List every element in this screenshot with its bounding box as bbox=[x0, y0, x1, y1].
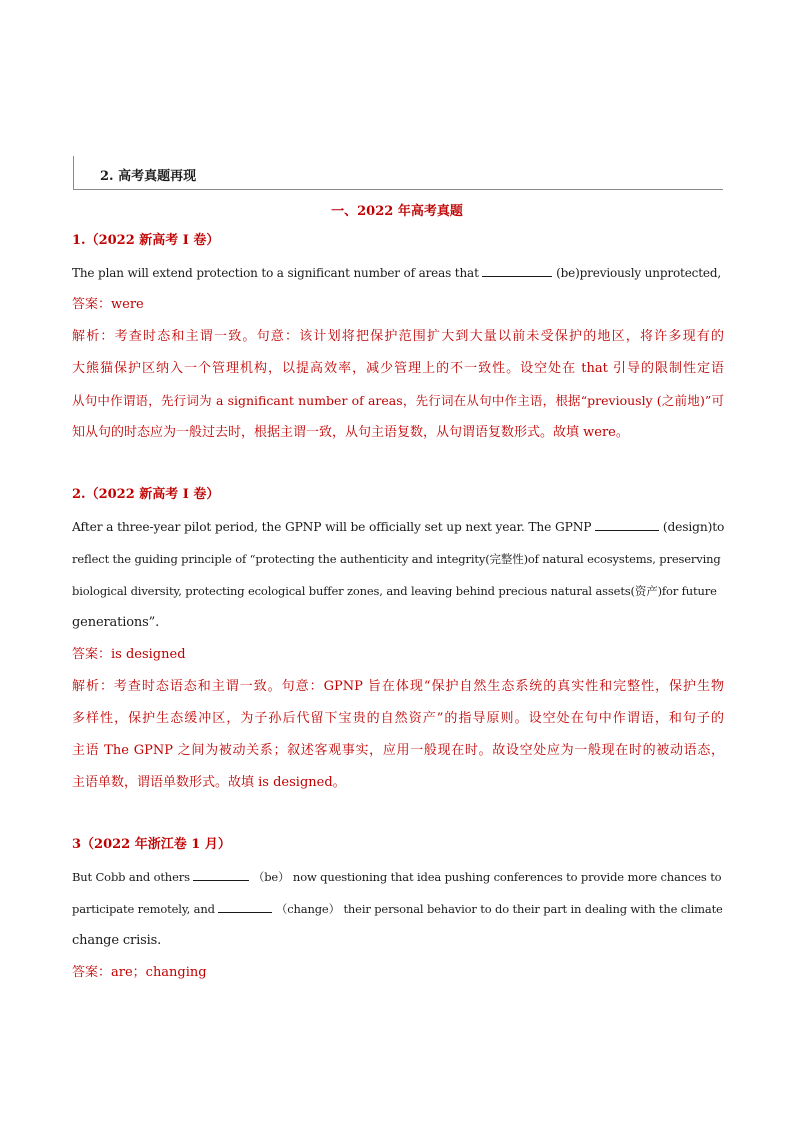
question-1-blank bbox=[482, 264, 552, 277]
question-3-text-line-1 bbox=[72, 868, 724, 886]
question-2-title: 2.（2022 新高考 I 卷） bbox=[72, 487, 220, 502]
question-3-text-before-blank-2: participate remotely, and bbox=[72, 902, 215, 916]
question-2-text-before-blank: After a three-year pilot period, the GPNP will be officially set up next year. The GPNP bbox=[72, 520, 592, 534]
question-2-answer: 答案：is designed bbox=[72, 647, 186, 662]
question-1-analysis-line: 从句中作谓语，先行词为 a significant number of areas，先行词在从句中作主语，根据“previously (之前地)”可 bbox=[72, 393, 724, 408]
question-2-analysis-line: 多样性，保护生态缓冲区，为子孙后代留下宝贵的自然资产”的指导原则。设空处在句中作谓语，和句子的 bbox=[72, 711, 724, 726]
question-2-analysis-line: 主语 The GPNP 之间为被动关系；叙述客观事实，应用一般现在时。故设空处应为一般现在时的被动语态， bbox=[72, 743, 724, 758]
question-3-text-line-3: change crisis. bbox=[72, 933, 162, 948]
question-2-analysis-line: 主语单数，谓语单数形式。故填 is designed。 bbox=[72, 775, 346, 790]
question-1-text-after-blank: (be)previously unprotected, bbox=[556, 266, 722, 280]
question-3-text-after-blank: （be） now questioning that idea pushing conferences to provide more chances to bbox=[252, 870, 722, 884]
section-title: 2. 高考真题再现 bbox=[100, 169, 197, 184]
question-1-answer: 答案：were bbox=[72, 297, 144, 312]
question-1-text-before-blank: The plan will extend protection to a significant number of areas that bbox=[72, 266, 479, 280]
question-1-analysis-line: 大熊猫保护区纳入一个管理机构，以提高效率，减少管理上的不一致性。设空处在 that 引导的限制性定语 bbox=[72, 361, 724, 376]
question-3-blank-2 bbox=[218, 900, 272, 913]
question-3-text-after-blank-2: （change） their personal behavior to do their part in dealing with the climate bbox=[275, 902, 723, 916]
question-2-analysis-line: 解析：考查时态语态和主谓一致。句意：GPNP 旨在体现“保护自然生态系统的真实性和完整性，保护生物 bbox=[72, 679, 724, 694]
question-1-analysis-line: 知从句的时态应为一般过去时，根据主谓一致，从句主语复数，从句谓语复数形式。故填 were。 bbox=[72, 425, 629, 440]
question-2-blank bbox=[595, 518, 659, 531]
subheading-2022-exam: 一、2022 年高考真题 bbox=[331, 204, 463, 219]
question-2-text-after-blank: (design)to bbox=[662, 520, 725, 534]
question-3-text-line-2 bbox=[72, 900, 724, 918]
question-3-blank-1 bbox=[193, 868, 249, 881]
question-2-text-line-4: generations”. bbox=[72, 615, 160, 630]
question-1-text bbox=[72, 264, 724, 282]
section-header-box bbox=[73, 156, 723, 190]
question-2-text-line-2: reflect the guiding principle of “protecting the authenticity and integrity(完整性)of natural ecosystems, preserving bbox=[72, 552, 721, 566]
question-2-text-line-1 bbox=[72, 518, 724, 536]
question-1-analysis-line: 解析：考查时态和主谓一致。句意：该计划将把保护范围扩大到大量以前未受保护的地区，将许多现有的 bbox=[72, 329, 724, 344]
question-2-text-line-3: biological diversity, protecting ecological buffer zones, and leaving behind precious natural assets(资产)for future bbox=[72, 584, 717, 598]
question-3-title: 3（2022 年浙江卷 1 月） bbox=[72, 837, 231, 852]
question-3-answer: 答案：are；changing bbox=[72, 965, 207, 980]
question-1-title: 1.（2022 新高考 I 卷） bbox=[72, 233, 220, 248]
question-3-text-before-blank: But Cobb and others bbox=[72, 870, 190, 884]
